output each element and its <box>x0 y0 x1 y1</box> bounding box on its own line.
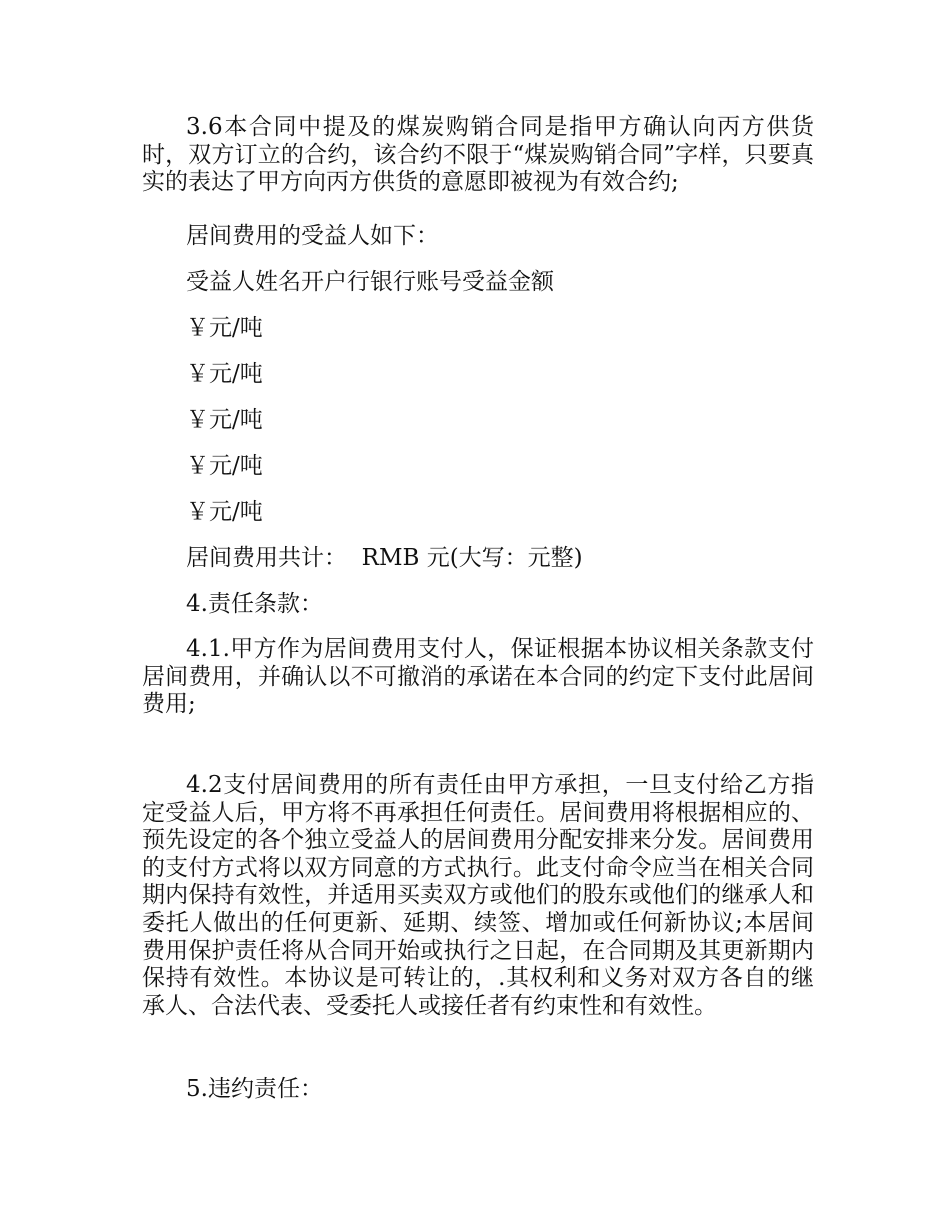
beneficiary-table-header: 受益人姓名开户行银行账号受益金额 <box>186 269 554 295</box>
beneficiary-intro: 居间费用的受益人如下： <box>186 223 439 249</box>
clause-4-2: 4.2支付居间费用的所有责任由甲方承担，一旦支付给乙方指定受益人后，甲方将不再承担任何责任。居间费用将根据相应的、预先设定的各个独立受益人的居间费用分配安排来分发。居间费用的支付方式将以双方同意的方式执行。此支付命令应当在相关合同期内保持有效性，并适用买卖双方或他们的股东或他们的继承人和委托人做出的任何更新、延期、续签、增加或任何新协议;本居间费用保护责任将从合同开始或执行之日起，在合同期及其更新期内保持有效性。本协议是可转让的，.其权利和义务对双方各自的继承人、合法代表、受委托人或接任者有约束性和有效性。 <box>142 772 814 1019</box>
amount-row: ￥元/吨 <box>186 453 263 479</box>
clause-3-6: 3.6本合同中提及的煤炭购销合同是指甲方确认向丙方供货时，双方订立的合约，该合约不限于“煤炭购销合同”字样，只要真实的表达了甲方向丙方供货的意愿即被视为有效合约; <box>142 114 814 196</box>
total-fee-line: 居间费用共计： RMB 元(大写：元整) <box>186 545 583 571</box>
amount-row: ￥元/吨 <box>186 361 263 387</box>
clause-4-1: 4.1.甲方作为居间费用支付人，保证根据本协议相关条款支付居间费用，并确认以不可撤消的承诺在本合同的约定下支付此居间费用; <box>142 636 814 718</box>
amount-row: ￥元/吨 <box>186 499 263 525</box>
section-5-title: 5.违约责任： <box>186 1076 323 1102</box>
amount-row: ￥元/吨 <box>186 407 263 433</box>
section-4-title: 4.责任条款： <box>186 591 323 617</box>
amount-row: ￥元/吨 <box>186 315 263 341</box>
